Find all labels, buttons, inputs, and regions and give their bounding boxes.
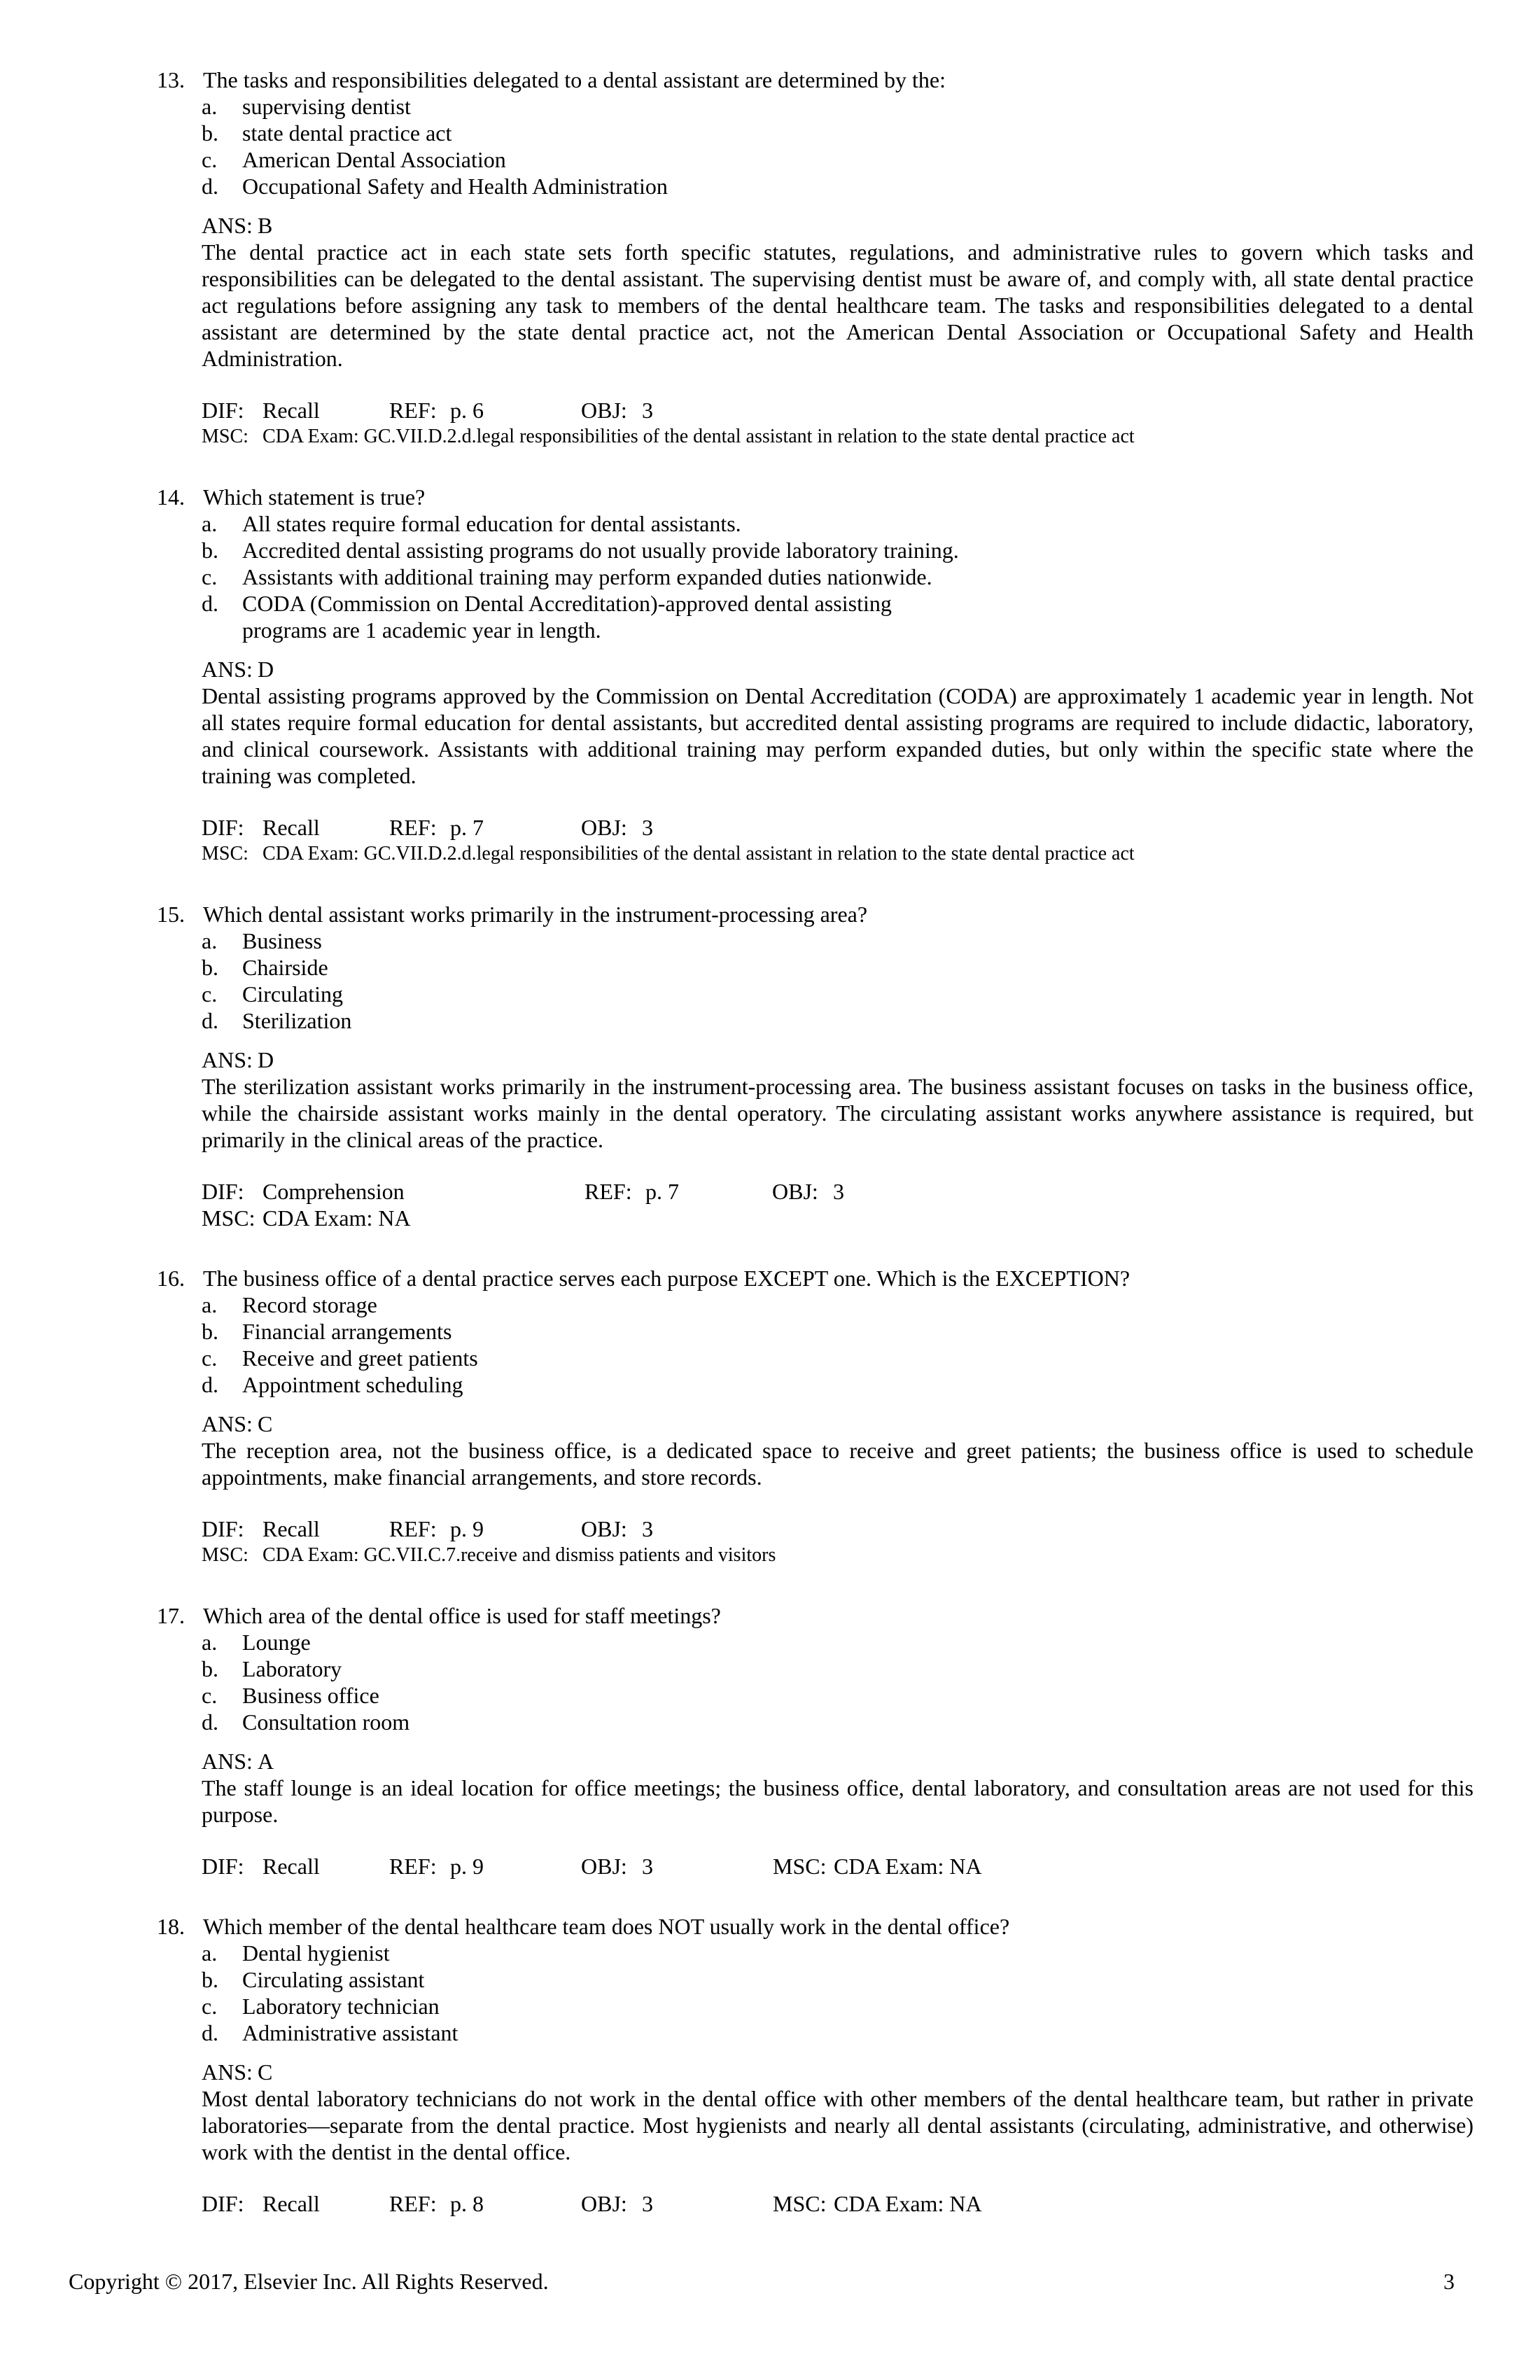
msc-label: MSC: bbox=[773, 1854, 827, 1879]
msc-label: MSC: bbox=[202, 426, 248, 447]
option-row bbox=[0, 2019, 1477, 2046]
option-letter: a. bbox=[202, 1630, 218, 1655]
question-stem: The tasks and responsibilities delegated to a dental assistant are determined by the: bbox=[203, 67, 946, 92]
msc-row bbox=[0, 841, 1477, 867]
question-number: 13. bbox=[157, 67, 185, 92]
answer-row bbox=[0, 1748, 1477, 1774]
option-letter: c. bbox=[202, 1683, 218, 1708]
option-letter: d. bbox=[202, 591, 218, 616]
meta-block bbox=[0, 397, 1477, 450]
question-number: 16. bbox=[157, 1266, 185, 1291]
ref-label: REF: bbox=[389, 1516, 437, 1541]
ref-value: p. 8 bbox=[450, 2191, 484, 2216]
obj-value: 3 bbox=[642, 398, 653, 423]
question-stem-row bbox=[0, 1265, 1477, 1292]
dif-value: Recall bbox=[262, 2191, 320, 2216]
ref-value: p. 9 bbox=[450, 1516, 484, 1541]
option-letter: a. bbox=[202, 511, 218, 536]
msc-value: CDA Exam: NA bbox=[834, 2191, 982, 2216]
question-stem-row bbox=[0, 901, 1477, 927]
question-stem-row bbox=[0, 1602, 1477, 1629]
footer-copyright: Copyright © 2017, Elsevier Inc. All Rights Reserved. bbox=[69, 2269, 549, 2294]
option-text: Business office bbox=[242, 1683, 379, 1708]
ref-label: REF: bbox=[389, 815, 437, 840]
option-row bbox=[0, 146, 1477, 173]
option-row bbox=[0, 1993, 1477, 2019]
answer-block bbox=[0, 212, 1477, 372]
answer-value: C bbox=[258, 1411, 273, 1436]
answer-block bbox=[0, 1410, 1477, 1490]
msc-segment bbox=[202, 1205, 411, 1231]
option-text: Accredited dental assisting programs do not usually provide laboratory training. bbox=[242, 538, 959, 563]
option-letter: c. bbox=[202, 1994, 218, 2019]
option-letter: b. bbox=[202, 1967, 218, 1992]
msc-segment bbox=[202, 1542, 776, 1569]
option-letter: c. bbox=[202, 981, 218, 1007]
option-letter: c. bbox=[202, 147, 218, 172]
dif-segment bbox=[202, 1853, 389, 1879]
meta-row bbox=[0, 1853, 1477, 1879]
page-number: 3 bbox=[1443, 2269, 1455, 2294]
option-letter: a. bbox=[202, 1940, 218, 1966]
obj-segment bbox=[581, 397, 653, 424]
option-row bbox=[0, 954, 1477, 981]
option-letter: d. bbox=[202, 2020, 218, 2045]
obj-label: OBJ: bbox=[772, 1179, 818, 1204]
question-block bbox=[0, 901, 1477, 1231]
answer-label: ANS: bbox=[202, 1047, 253, 1072]
option-letter: b. bbox=[202, 1656, 218, 1681]
option-text: American Dental Association bbox=[242, 147, 506, 172]
obj-label: OBJ: bbox=[581, 815, 627, 840]
ref-value: p. 9 bbox=[450, 1854, 484, 1879]
question-block bbox=[0, 66, 1477, 450]
ref-segment bbox=[389, 2190, 581, 2217]
dif-label: DIF: bbox=[202, 815, 244, 840]
ref-value: p. 7 bbox=[645, 1179, 679, 1204]
question-list bbox=[0, 66, 1477, 2250]
dif-value: Recall bbox=[262, 398, 320, 423]
question-number: 17. bbox=[157, 1603, 185, 1628]
obj-segment bbox=[772, 1178, 844, 1205]
option-letter: d. bbox=[202, 1008, 218, 1033]
meta-block bbox=[0, 1853, 1477, 1879]
option-text: Lounge bbox=[242, 1630, 311, 1655]
option-text: supervising dentist bbox=[242, 94, 411, 119]
meta-row bbox=[0, 1516, 1477, 1542]
meta-block bbox=[0, 2190, 1477, 2217]
meta-row bbox=[0, 1178, 1477, 1205]
msc-value: CDA Exam: NA bbox=[834, 1854, 982, 1879]
meta-row bbox=[0, 397, 1477, 424]
dif-segment bbox=[202, 1516, 389, 1542]
option-text: Circulating bbox=[242, 981, 343, 1007]
ref-segment bbox=[389, 397, 581, 424]
option-row bbox=[0, 590, 1477, 643]
dif-segment bbox=[202, 2190, 389, 2217]
option-row bbox=[0, 537, 1477, 564]
dif-label: DIF: bbox=[202, 1179, 244, 1204]
obj-label: OBJ: bbox=[581, 398, 627, 423]
obj-segment bbox=[581, 1516, 653, 1542]
obj-value: 3 bbox=[642, 1516, 653, 1541]
option-text: Laboratory technician bbox=[242, 1994, 440, 2019]
obj-value: 3 bbox=[833, 1179, 844, 1204]
question-stem-row bbox=[0, 66, 1477, 93]
option-row bbox=[0, 981, 1477, 1007]
answer-explanation: The reception area, not the business office, is a dedicated space to receive and greet patients; the business office is used to schedule appointments, make financial arrangements, and store records. bbox=[202, 1438, 1474, 1490]
option-letter: b. bbox=[202, 1319, 218, 1344]
ref-label: REF: bbox=[584, 1179, 632, 1204]
option-text: Receive and greet patients bbox=[242, 1345, 478, 1371]
answer-block bbox=[0, 656, 1477, 789]
option-text: CODA (Commission on Dental Accreditation)-approved dental assisting programs are 1 academic year in length. bbox=[242, 591, 892, 643]
option-text: Business bbox=[242, 928, 322, 953]
msc-segment bbox=[202, 841, 1135, 867]
ref-value: p. 6 bbox=[450, 398, 484, 423]
question-number: 15. bbox=[157, 902, 185, 927]
meta-row bbox=[0, 2190, 1477, 2217]
option-row bbox=[0, 1007, 1477, 1034]
page-footer bbox=[69, 2268, 1455, 2295]
ref-label: REF: bbox=[389, 1854, 437, 1879]
question-block bbox=[0, 1265, 1477, 1569]
option-letter: a. bbox=[202, 1292, 218, 1317]
msc-row bbox=[0, 1205, 1477, 1231]
answer-explanation: Most dental laboratory technicians do not work in the dental office with other members of the dental healthcare team, but rather in private laboratories—separate from the dental practice. Most hygienists and nearly all dental assistants (circulating, administrative, and otherwise) work with the dentist in the dental office. bbox=[202, 2086, 1474, 2164]
option-row bbox=[0, 120, 1477, 146]
answer-label: ANS: bbox=[202, 657, 253, 682]
answer-block bbox=[0, 1046, 1477, 1153]
option-row bbox=[0, 564, 1477, 590]
option-text: All states require formal education for dental assistants. bbox=[242, 511, 741, 536]
obj-label: OBJ: bbox=[581, 1516, 627, 1541]
option-text: Assistants with additional training may perform expanded duties nationwide. bbox=[242, 564, 932, 589]
msc-segment bbox=[773, 2190, 982, 2217]
option-row bbox=[0, 1940, 1477, 1966]
option-row bbox=[0, 1656, 1477, 1682]
dif-label: DIF: bbox=[202, 398, 244, 423]
option-row bbox=[0, 1629, 1477, 1656]
answer-row bbox=[0, 1410, 1477, 1437]
meta-block bbox=[0, 814, 1477, 867]
question-stem: Which statement is true? bbox=[203, 484, 426, 510]
answer-explanation: Dental assisting programs approved by the Commission on Dental Accreditation (CODA) are approximately 1 academic year in length. Not all states require formal education for dental assistants, but accredited dental assisting programs are required to include didactic, laboratory, and clinical coursework. Assistants with additional training may perform expanded duties, but only within the specific state where the training was completed. bbox=[202, 683, 1474, 788]
obj-value: 3 bbox=[642, 815, 653, 840]
answer-label: ANS: bbox=[202, 213, 253, 238]
dif-value: Recall bbox=[262, 1516, 320, 1541]
question-stem: The business office of a dental practice serves each purpose EXCEPT one. Which is the EXCEPTION? bbox=[203, 1266, 1130, 1291]
option-letter: b. bbox=[202, 955, 218, 980]
ref-segment bbox=[389, 814, 581, 841]
msc-value: CDA Exam: GC.VII.D.2.d.legal responsibilities of the dental assistant in relation to the state dental practice act bbox=[262, 843, 1135, 864]
msc-value: CDA Exam: GC.VII.D.2.d.legal responsibilities of the dental assistant in relation to the state dental practice act bbox=[262, 426, 1135, 447]
option-row bbox=[0, 1318, 1477, 1345]
dif-label: DIF: bbox=[202, 2191, 244, 2216]
ref-segment bbox=[389, 1853, 581, 1879]
answer-label: ANS: bbox=[202, 2059, 253, 2085]
msc-label: MSC: bbox=[202, 843, 248, 864]
answer-row bbox=[0, 656, 1477, 682]
ref-value: p. 7 bbox=[450, 815, 484, 840]
question-stem: Which member of the dental healthcare team does NOT usually work in the dental office? bbox=[203, 1914, 1010, 1939]
option-row bbox=[0, 1345, 1477, 1371]
answer-value: B bbox=[258, 213, 273, 238]
option-letter: a. bbox=[202, 928, 218, 953]
option-text: Appointment scheduling bbox=[242, 1372, 463, 1397]
obj-label: OBJ: bbox=[581, 2191, 627, 2216]
question-number: 14. bbox=[157, 484, 185, 510]
option-row bbox=[0, 1966, 1477, 1993]
option-letter: d. bbox=[202, 174, 218, 199]
answer-value: A bbox=[258, 1749, 274, 1774]
msc-segment bbox=[773, 1853, 982, 1879]
ref-label: REF: bbox=[389, 398, 437, 423]
option-row bbox=[0, 510, 1477, 537]
option-letter: b. bbox=[202, 120, 218, 146]
option-row bbox=[0, 1709, 1477, 1735]
obj-segment bbox=[581, 2190, 773, 2217]
option-row bbox=[0, 1371, 1477, 1398]
question-stem: Which area of the dental office is used for staff meetings? bbox=[203, 1603, 721, 1628]
dif-value: Comprehension bbox=[262, 1179, 405, 1204]
msc-segment bbox=[202, 424, 1135, 450]
dif-label: DIF: bbox=[202, 1854, 244, 1879]
question-stem-row bbox=[0, 484, 1477, 510]
answer-row bbox=[0, 2059, 1477, 2085]
question-block bbox=[0, 1913, 1477, 2217]
meta-row bbox=[0, 814, 1477, 841]
question-number: 18. bbox=[157, 1914, 185, 1939]
option-text: Record storage bbox=[242, 1292, 377, 1317]
answer-explanation: The staff lounge is an ideal location for office meetings; the business office, dental laboratory, and consultation areas are not used for this purpose. bbox=[202, 1775, 1474, 1827]
dif-value: Recall bbox=[262, 1854, 320, 1879]
question-stem-row bbox=[0, 1913, 1477, 1940]
option-row bbox=[0, 93, 1477, 120]
obj-segment bbox=[581, 814, 653, 841]
option-text: Circulating assistant bbox=[242, 1967, 425, 1992]
dif-value: Recall bbox=[262, 815, 320, 840]
ref-label: REF: bbox=[389, 2191, 437, 2216]
option-text: Chairside bbox=[242, 955, 328, 980]
answer-row bbox=[0, 1046, 1477, 1073]
question-block bbox=[0, 484, 1477, 867]
dif-segment bbox=[202, 1178, 584, 1205]
obj-value: 3 bbox=[642, 1854, 653, 1879]
msc-row bbox=[0, 424, 1477, 450]
msc-value: CDA Exam: GC.VII.C.7.receive and dismiss patients and visitors bbox=[262, 1544, 776, 1566]
option-letter: b. bbox=[202, 538, 218, 563]
answer-explanation: The dental practice act in each state sets forth specific statutes, regulations, and administrative rules to govern which tasks and responsibilities can be delegated to the dental assistant. The supervising dentist must be aware of, and comply with, all state dental practice act regulations before assigning any task to members of the dental healthcare team. The tasks and responsibilities delegated to a dental assistant are determined by the state dental practice act, not the American Dental Association or Occupational Safety and Health Administration. bbox=[202, 239, 1474, 371]
option-text: Financial arrangements bbox=[242, 1319, 452, 1344]
option-letter: d. bbox=[202, 1372, 218, 1397]
option-text: Sterilization bbox=[242, 1008, 352, 1033]
dif-segment bbox=[202, 397, 389, 424]
answer-block bbox=[0, 1748, 1477, 1828]
meta-block bbox=[0, 1516, 1477, 1569]
msc-label: MSC: bbox=[202, 1544, 248, 1566]
option-text: Laboratory bbox=[242, 1656, 342, 1681]
answer-label: ANS: bbox=[202, 1749, 253, 1774]
option-text: state dental practice act bbox=[242, 120, 452, 146]
answer-row bbox=[0, 212, 1477, 239]
msc-label: MSC: bbox=[773, 2191, 827, 2216]
option-row bbox=[0, 1682, 1477, 1709]
msc-label: MSC: bbox=[202, 1205, 255, 1231]
msc-row bbox=[0, 1542, 1477, 1569]
option-text: Administrative assistant bbox=[242, 2020, 458, 2045]
option-letter: d. bbox=[202, 1709, 218, 1735]
ref-segment bbox=[389, 1516, 581, 1542]
answer-value: D bbox=[258, 657, 274, 682]
question-block bbox=[0, 1602, 1477, 1879]
obj-value: 3 bbox=[642, 2191, 653, 2216]
obj-segment bbox=[581, 1853, 773, 1879]
option-text: Dental hygienist bbox=[242, 1940, 390, 1966]
option-letter: c. bbox=[202, 1345, 218, 1371]
answer-block bbox=[0, 2059, 1477, 2165]
option-letter: c. bbox=[202, 564, 218, 589]
answer-explanation: The sterilization assistant works primarily in the instrument-processing area. The business assistant focuses on tasks in the business office, while the chairside assistant works mainly in the dental operatory. The circulating assistant works anywhere assistance is required, but primarily in the clinical areas of the practice. bbox=[202, 1074, 1474, 1152]
dif-label: DIF: bbox=[202, 1516, 244, 1541]
option-row bbox=[0, 1292, 1477, 1318]
option-text: Occupational Safety and Health Administration bbox=[242, 174, 668, 199]
obj-label: OBJ: bbox=[581, 1854, 627, 1879]
meta-block bbox=[0, 1178, 1477, 1231]
answer-value: D bbox=[258, 1047, 274, 1072]
option-text: Consultation room bbox=[242, 1709, 410, 1735]
question-stem: Which dental assistant works primarily in the instrument-processing area? bbox=[203, 902, 868, 927]
option-letter: a. bbox=[202, 94, 218, 119]
dif-segment bbox=[202, 814, 389, 841]
answer-label: ANS: bbox=[202, 1411, 253, 1436]
option-row bbox=[0, 173, 1477, 200]
answer-value: C bbox=[258, 2059, 273, 2085]
ref-segment bbox=[584, 1178, 772, 1205]
option-row bbox=[0, 927, 1477, 954]
msc-value: CDA Exam: NA bbox=[262, 1205, 411, 1231]
